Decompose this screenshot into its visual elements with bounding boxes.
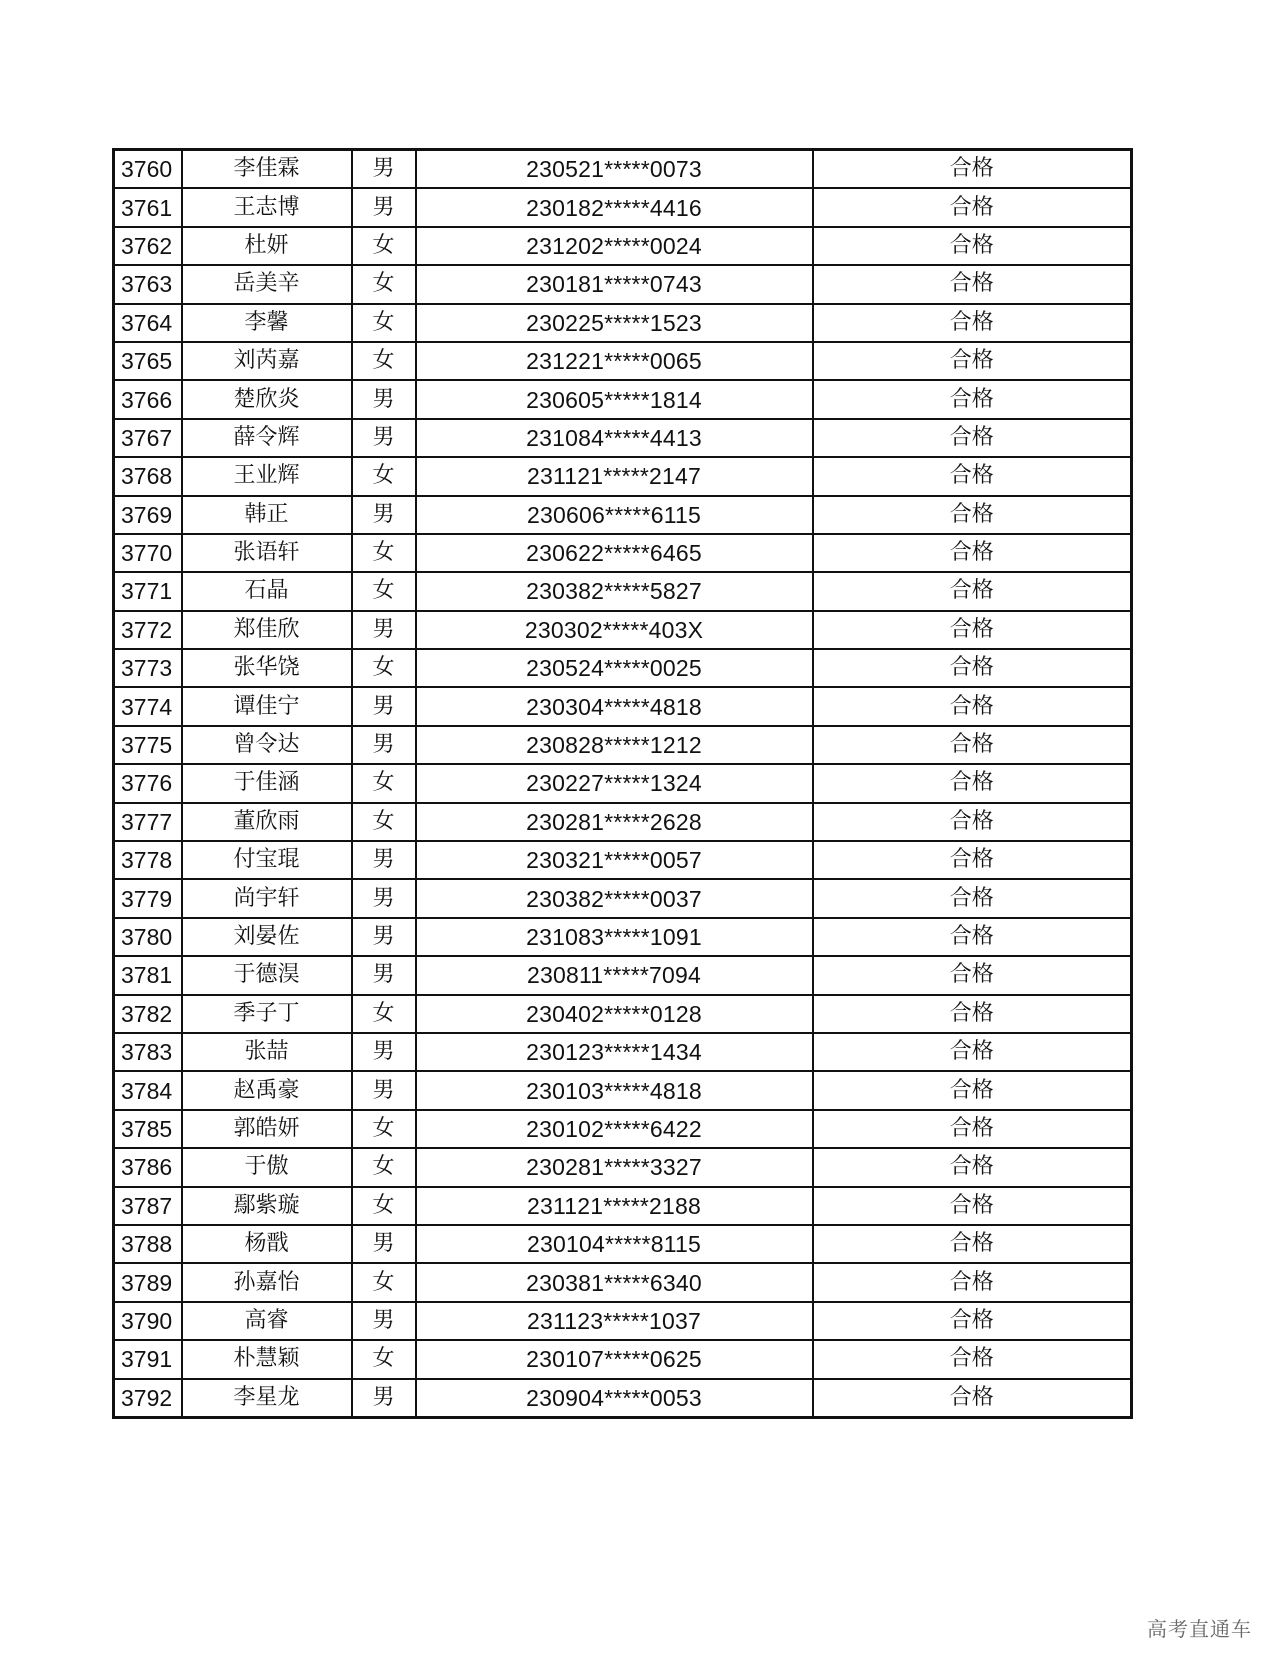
table-row xyxy=(114,534,1132,572)
candidate-name: 尚宇轩 xyxy=(182,879,352,917)
exam-result: 合格 xyxy=(813,1379,1132,1418)
exam-result: 合格 xyxy=(813,764,1132,802)
table-row xyxy=(114,1340,1132,1378)
candidate-sex: 男 xyxy=(352,879,416,917)
table-row xyxy=(114,611,1132,649)
candidate-sex: 女 xyxy=(352,342,416,380)
candidate-name: 孙嘉怡 xyxy=(182,1263,352,1301)
exam-result: 合格 xyxy=(813,1340,1132,1378)
table-row xyxy=(114,764,1132,802)
candidate-sex: 女 xyxy=(352,457,416,495)
candidate-name: 高睿 xyxy=(182,1302,352,1340)
candidate-id-number: 230302*****403X xyxy=(416,611,813,649)
table-row xyxy=(114,380,1132,418)
candidate-name: 于傲 xyxy=(182,1148,352,1186)
candidate-id-number: 230828*****1212 xyxy=(416,726,813,764)
candidate-name: 付宝琨 xyxy=(182,841,352,879)
candidate-sex: 男 xyxy=(352,611,416,649)
table-row xyxy=(114,1033,1132,1071)
table-row xyxy=(114,1379,1132,1418)
candidate-name: 朴慧颖 xyxy=(182,1340,352,1378)
candidate-id-number: 230107*****0625 xyxy=(416,1340,813,1378)
candidate-id-number: 230123*****1434 xyxy=(416,1033,813,1071)
exam-result: 合格 xyxy=(813,457,1132,495)
row-number: 3785 xyxy=(114,1110,182,1148)
row-number: 3786 xyxy=(114,1148,182,1186)
candidate-id-number: 230605*****1814 xyxy=(416,380,813,418)
candidate-id-number: 230182*****4416 xyxy=(416,188,813,226)
results-table-body xyxy=(114,150,1132,1418)
candidate-name: 刘晏佐 xyxy=(182,918,352,956)
candidate-id-number: 230103*****4818 xyxy=(416,1071,813,1109)
row-number: 3788 xyxy=(114,1225,182,1263)
candidate-name: 刘芮嘉 xyxy=(182,342,352,380)
candidate-sex: 女 xyxy=(352,1110,416,1148)
table-row xyxy=(114,918,1132,956)
row-number: 3792 xyxy=(114,1379,182,1418)
table-row xyxy=(114,841,1132,879)
table-row xyxy=(114,649,1132,687)
candidate-sex: 女 xyxy=(352,1148,416,1186)
candidate-name: 于德淏 xyxy=(182,956,352,994)
candidate-sex: 男 xyxy=(352,380,416,418)
table-row xyxy=(114,572,1132,610)
exam-result: 合格 xyxy=(813,1033,1132,1071)
candidate-sex: 女 xyxy=(352,572,416,610)
exam-result: 合格 xyxy=(813,1187,1132,1225)
table-row xyxy=(114,687,1132,725)
row-number: 3766 xyxy=(114,380,182,418)
exam-result: 合格 xyxy=(813,572,1132,610)
candidate-name: 杨戬 xyxy=(182,1225,352,1263)
candidate-sex: 女 xyxy=(352,265,416,303)
candidate-name: 李馨 xyxy=(182,304,352,342)
candidate-id-number: 230304*****4818 xyxy=(416,687,813,725)
candidate-id-number: 230811*****7094 xyxy=(416,956,813,994)
candidate-sex: 男 xyxy=(352,188,416,226)
table-row xyxy=(114,457,1132,495)
exam-result: 合格 xyxy=(813,265,1132,303)
table-row xyxy=(114,726,1132,764)
candidate-name: 王志博 xyxy=(182,188,352,226)
candidate-name: 张华饶 xyxy=(182,649,352,687)
table-row xyxy=(114,995,1132,1033)
table-row xyxy=(114,265,1132,303)
row-number: 3772 xyxy=(114,611,182,649)
row-number: 3787 xyxy=(114,1187,182,1225)
candidate-id-number: 231121*****2188 xyxy=(416,1187,813,1225)
exam-result: 合格 xyxy=(813,1071,1132,1109)
candidate-name: 石晶 xyxy=(182,572,352,610)
table-row xyxy=(114,956,1132,994)
candidate-name: 郭皓妍 xyxy=(182,1110,352,1148)
candidate-id-number: 231202*****0024 xyxy=(416,227,813,265)
exam-result: 合格 xyxy=(813,304,1132,342)
candidate-name: 张喆 xyxy=(182,1033,352,1071)
candidate-name: 于佳涵 xyxy=(182,764,352,802)
candidate-id-number: 230321*****0057 xyxy=(416,841,813,879)
exam-result: 合格 xyxy=(813,879,1132,917)
candidate-name: 曾令达 xyxy=(182,726,352,764)
table-row xyxy=(114,1187,1132,1225)
row-number: 3784 xyxy=(114,1071,182,1109)
exam-result: 合格 xyxy=(813,956,1132,994)
candidate-sex: 男 xyxy=(352,841,416,879)
candidate-name: 郑佳欣 xyxy=(182,611,352,649)
candidate-name: 杜妍 xyxy=(182,227,352,265)
row-number: 3761 xyxy=(114,188,182,226)
row-number: 3762 xyxy=(114,227,182,265)
row-number: 3765 xyxy=(114,342,182,380)
exam-result: 合格 xyxy=(813,687,1132,725)
candidate-sex: 女 xyxy=(352,1187,416,1225)
candidate-sex: 男 xyxy=(352,1071,416,1109)
row-number: 3790 xyxy=(114,1302,182,1340)
candidate-id-number: 231083*****1091 xyxy=(416,918,813,956)
exam-result: 合格 xyxy=(813,380,1132,418)
table-row xyxy=(114,1263,1132,1301)
exam-result: 合格 xyxy=(813,342,1132,380)
candidate-id-number: 230904*****0053 xyxy=(416,1379,813,1418)
candidate-sex: 男 xyxy=(352,1225,416,1263)
candidate-name: 季子丁 xyxy=(182,995,352,1033)
candidate-id-number: 230281*****3327 xyxy=(416,1148,813,1186)
candidate-id-number: 230622*****6465 xyxy=(416,534,813,572)
candidate-name: 张语轩 xyxy=(182,534,352,572)
candidate-sex: 男 xyxy=(352,1033,416,1071)
table-row xyxy=(114,227,1132,265)
exam-result: 合格 xyxy=(813,1225,1132,1263)
exam-result: 合格 xyxy=(813,1302,1132,1340)
candidate-id-number: 230102*****6422 xyxy=(416,1110,813,1148)
table-row xyxy=(114,1148,1132,1186)
exam-result: 合格 xyxy=(813,496,1132,534)
candidate-name: 鄢紫璇 xyxy=(182,1187,352,1225)
candidate-id-number: 231221*****0065 xyxy=(416,342,813,380)
candidate-name: 王业辉 xyxy=(182,457,352,495)
candidate-id-number: 230227*****1324 xyxy=(416,764,813,802)
candidate-sex: 男 xyxy=(352,726,416,764)
exam-result: 合格 xyxy=(813,188,1132,226)
exam-result: 合格 xyxy=(813,918,1132,956)
candidate-id-number: 230382*****0037 xyxy=(416,879,813,917)
candidate-sex: 男 xyxy=(352,687,416,725)
row-number: 3781 xyxy=(114,956,182,994)
watermark-text: 高考直通车 xyxy=(1147,1617,1252,1641)
table-row xyxy=(114,803,1132,841)
row-number: 3767 xyxy=(114,419,182,457)
exam-result: 合格 xyxy=(813,611,1132,649)
row-number: 3791 xyxy=(114,1340,182,1378)
candidate-sex: 女 xyxy=(352,649,416,687)
candidate-id-number: 230402*****0128 xyxy=(416,995,813,1033)
row-number: 3763 xyxy=(114,265,182,303)
candidate-id-number: 231084*****4413 xyxy=(416,419,813,457)
row-number: 3768 xyxy=(114,457,182,495)
candidate-id-number: 230382*****5827 xyxy=(416,572,813,610)
exam-result: 合格 xyxy=(813,150,1132,189)
candidate-id-number: 230606*****6115 xyxy=(416,496,813,534)
row-number: 3777 xyxy=(114,803,182,841)
candidate-name: 李星龙 xyxy=(182,1379,352,1418)
row-number: 3770 xyxy=(114,534,182,572)
row-number: 3771 xyxy=(114,572,182,610)
exam-result: 合格 xyxy=(813,1148,1132,1186)
row-number: 3769 xyxy=(114,496,182,534)
table-row xyxy=(114,342,1132,380)
table-row xyxy=(114,879,1132,917)
exam-result: 合格 xyxy=(813,995,1132,1033)
candidate-name: 楚欣炎 xyxy=(182,380,352,418)
table-row xyxy=(114,1302,1132,1340)
candidate-id-number: 230104*****8115 xyxy=(416,1225,813,1263)
candidate-id-number: 231121*****2147 xyxy=(416,457,813,495)
row-number: 3780 xyxy=(114,918,182,956)
candidate-sex: 女 xyxy=(352,764,416,802)
candidate-sex: 女 xyxy=(352,803,416,841)
table-row xyxy=(114,304,1132,342)
table-row xyxy=(114,1071,1132,1109)
exam-result: 合格 xyxy=(813,841,1132,879)
row-number: 3779 xyxy=(114,879,182,917)
row-number: 3778 xyxy=(114,841,182,879)
exam-result: 合格 xyxy=(813,1110,1132,1148)
exam-result: 合格 xyxy=(813,803,1132,841)
candidate-name: 谭佳宁 xyxy=(182,687,352,725)
candidate-name: 薛令辉 xyxy=(182,419,352,457)
candidate-id-number: 230381*****6340 xyxy=(416,1263,813,1301)
candidate-sex: 男 xyxy=(352,496,416,534)
candidate-name: 董欣雨 xyxy=(182,803,352,841)
row-number: 3773 xyxy=(114,649,182,687)
candidate-name: 岳美辛 xyxy=(182,265,352,303)
candidate-id-number: 231123*****1037 xyxy=(416,1302,813,1340)
candidate-name: 赵禹豪 xyxy=(182,1071,352,1109)
row-number: 3782 xyxy=(114,995,182,1033)
candidate-id-number: 230225*****1523 xyxy=(416,304,813,342)
candidate-sex: 男 xyxy=(352,1379,416,1418)
exam-result: 合格 xyxy=(813,726,1132,764)
row-number: 3760 xyxy=(114,150,182,189)
row-number: 3764 xyxy=(114,304,182,342)
table-row xyxy=(114,1225,1132,1263)
exam-result: 合格 xyxy=(813,227,1132,265)
candidate-sex: 女 xyxy=(352,534,416,572)
exam-result: 合格 xyxy=(813,419,1132,457)
row-number: 3789 xyxy=(114,1263,182,1301)
candidate-sex: 女 xyxy=(352,1340,416,1378)
candidate-sex: 女 xyxy=(352,227,416,265)
table-row xyxy=(114,419,1132,457)
table-row xyxy=(114,188,1132,226)
candidate-sex: 女 xyxy=(352,304,416,342)
candidate-sex: 男 xyxy=(352,1302,416,1340)
table-row xyxy=(114,496,1132,534)
candidate-sex: 男 xyxy=(352,150,416,189)
row-number: 3776 xyxy=(114,764,182,802)
candidate-id-number: 230521*****0073 xyxy=(416,150,813,189)
candidate-id-number: 230524*****0025 xyxy=(416,649,813,687)
candidate-sex: 男 xyxy=(352,419,416,457)
exam-result: 合格 xyxy=(813,1263,1132,1301)
candidate-name: 李佳霖 xyxy=(182,150,352,189)
row-number: 3774 xyxy=(114,687,182,725)
exam-result: 合格 xyxy=(813,534,1132,572)
table-row xyxy=(114,150,1132,189)
table-row xyxy=(114,1110,1132,1148)
candidate-id-number: 230181*****0743 xyxy=(416,265,813,303)
candidate-sex: 女 xyxy=(352,1263,416,1301)
candidate-id-number: 230281*****2628 xyxy=(416,803,813,841)
row-number: 3783 xyxy=(114,1033,182,1071)
exam-result: 合格 xyxy=(813,649,1132,687)
candidate-name: 韩正 xyxy=(182,496,352,534)
results-table xyxy=(112,148,1133,1419)
candidate-sex: 男 xyxy=(352,956,416,994)
candidate-sex: 女 xyxy=(352,995,416,1033)
row-number: 3775 xyxy=(114,726,182,764)
candidate-sex: 男 xyxy=(352,918,416,956)
